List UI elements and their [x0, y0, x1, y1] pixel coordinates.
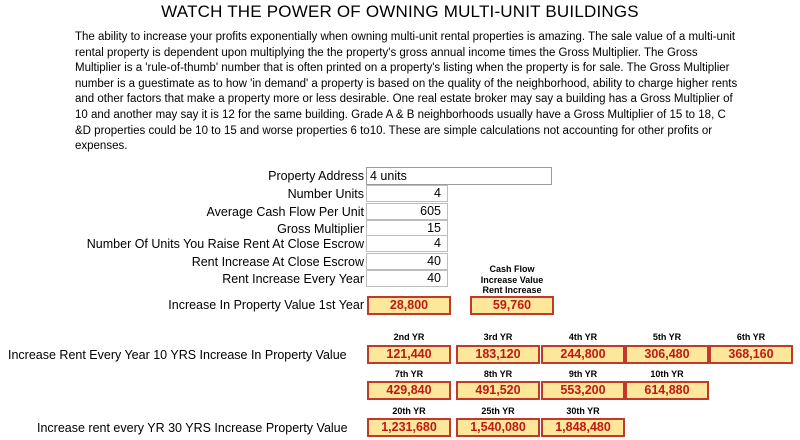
number-units-label: Number Units — [287, 187, 364, 201]
intro-paragraph: The ability to increase your profits exponentially when owning multi-unit rental properties is amazing. The sale value of a multi-unit rental property is dependent upon multiplying the the property's gross annual income times the Gross Multiplier. The Gross Multiplier is a 'rule-of-thumb' number that is often printed on a property's listing when the property is for sale. The Gross Multiplier number is a guestimate as to how 'in demand' a property is based on the quality of the neighborhood, ability to charge higher rents and other factors that make a property more or less desirable. One real estate broker may say a building has a Gross Multiplier of 10 and another may say it is 12 for the same building. Grade A & B neighborhoods usually have a Gross Multiplier of 15 to 18, C &D properties could be 10 to 15 and worse properties 6 to10. These are simple calculations not accounting for other profits or expenses. — [75, 31, 738, 153]
thirty-year-label: Increase rent every YR 30 YRS Increase Property Value — [37, 421, 348, 435]
ten-year-header: 9th YR — [568, 369, 598, 379]
number-units-input[interactable]: 4 — [366, 185, 448, 202]
ten-year-value-cell: 368,160 — [709, 345, 793, 364]
thirty-year-value-cell: 1,231,680 — [367, 418, 451, 437]
rent-increase-close-label: Rent Increase At Close Escrow — [191, 255, 364, 269]
page-title: WATCH THE POWER OF OWNING MULTI-UNIT BUILDINGS — [161, 2, 639, 21]
raise-units-label: Number Of Units You Raise Rent At Close Escrow — [86, 237, 364, 251]
first-year-rent-increase-cell: 59,760 — [470, 296, 554, 315]
ten-year-value-cell: 429,840 — [367, 381, 451, 400]
first-year-value-cell: 28,800 — [367, 296, 451, 315]
ten-year-header: 7th YR — [394, 369, 424, 379]
thirty-year-value-cell: 1,848,480 — [541, 418, 625, 437]
gross-multiplier-input[interactable]: 15 — [366, 220, 448, 237]
rent-increase-close-input[interactable]: 40 — [366, 253, 448, 270]
ten-year-value-cell: 553,200 — [541, 381, 625, 400]
first-year-label: Increase In Property Value 1st Year — [168, 298, 364, 312]
ten-year-label: Increase Rent Every Year 10 YRS Increase In Property Value — [8, 348, 347, 362]
ten-year-header: 10th YR — [650, 369, 684, 379]
ten-year-value-cell: 491,520 — [456, 381, 540, 400]
thirty-year-value-cell: 1,540,080 — [456, 418, 540, 437]
ten-year-header: 2nd YR — [393, 332, 425, 342]
gross-multiplier-label: Gross Multiplier — [277, 222, 364, 236]
cash-flow-header: Cash Flow Increase Value Rent Increase — [480, 264, 544, 295]
ten-year-header: 4th YR — [568, 332, 598, 342]
ten-year-header: 6th YR — [736, 332, 766, 342]
ten-year-header: 5th YR — [652, 332, 682, 342]
ten-year-header: 3rd YR — [483, 332, 513, 342]
cash-flow-per-unit-label: Average Cash Flow Per Unit — [206, 205, 364, 219]
ten-year-value-cell: 614,880 — [625, 381, 709, 400]
ten-year-value-cell: 183,120 — [456, 345, 540, 364]
ten-year-value-cell: 306,480 — [625, 345, 709, 364]
property-address-label: Property Address — [268, 169, 364, 183]
ten-year-value-cell: 121,440 — [367, 345, 451, 364]
rent-increase-yearly-label: Rent Increase Every Year — [222, 272, 364, 286]
ten-year-value-cell: 244,800 — [541, 345, 625, 364]
thirty-year-header: 25th YR — [481, 406, 515, 416]
raise-units-input[interactable]: 4 — [366, 235, 448, 252]
thirty-year-header: 20th YR — [392, 406, 426, 416]
ten-year-header: 8th YR — [483, 369, 513, 379]
property-address-input[interactable]: 4 units — [366, 167, 552, 185]
rent-increase-yearly-input[interactable]: 40 — [366, 270, 448, 287]
thirty-year-header: 30th YR — [566, 406, 600, 416]
cash-flow-per-unit-input[interactable]: 605 — [366, 203, 448, 220]
